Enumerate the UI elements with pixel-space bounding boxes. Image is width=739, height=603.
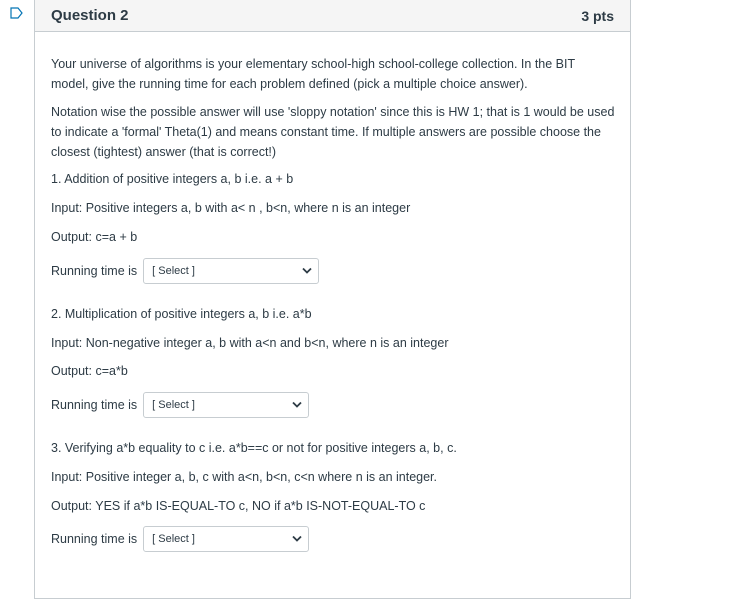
intro-paragraph-1: Your universe of algorithms is your elementary school-high school-college collection. In the BIT model, give the running time for each problem defined (pick a multiple choice answer). xyxy=(51,57,575,91)
chevron-down-icon xyxy=(292,401,302,409)
problem-2-answer-select[interactable] xyxy=(143,392,309,418)
problem-3-running-row xyxy=(51,526,309,552)
problem-3-select-value: [ Select ] xyxy=(152,533,195,545)
problem-1-input: Input: Positive integers a, b with a< n , b<n, where n is an integer xyxy=(51,201,411,215)
problem-2-select-value: [ Select ] xyxy=(152,399,195,411)
problem-1-running-label: Running time is xyxy=(51,264,138,278)
problem-2-running-row xyxy=(51,392,309,418)
problem-1-heading: 1. Addition of positive integers a, b i.e. a + b xyxy=(51,172,294,186)
problem-3-running-label: Running time is xyxy=(51,532,138,546)
problem-1-running-row xyxy=(51,258,319,284)
question-card xyxy=(34,0,631,599)
problem-1-select-value: [ Select ] xyxy=(152,265,195,277)
problem-1-output: Output: c=a + b xyxy=(51,230,138,244)
flag-question-icon[interactable] xyxy=(10,7,23,19)
problem-3-heading: 3. Verifying a*b equality to c i.e. a*b==c or not for positive integers a, b, c. xyxy=(51,441,457,455)
question-points: 3 pts xyxy=(581,7,614,24)
problem-2-heading: 2. Multiplication of positive integers a, b i.e. a*b xyxy=(51,307,312,321)
problem-3-answer-select[interactable] xyxy=(143,526,309,552)
problem-3-output: Output: YES if a*b IS-EQUAL-TO c, NO if a*b IS-NOT-EQUAL-TO c xyxy=(51,499,426,513)
problem-1-answer-select[interactable] xyxy=(143,258,319,284)
question-header xyxy=(35,0,630,32)
question-title: Question 2 xyxy=(51,7,129,24)
chevron-down-icon xyxy=(292,535,302,543)
problem-2-output: Output: c=a*b xyxy=(51,364,128,378)
intro-paragraph-2: Notation wise the possible answer will use 'sloppy notation' since this is HW 1; that is 1 would be used to indicate a 'formal' Theta(1) and means constant time. If multiple answers are possible choose the closest (tightest) answer (that is correct!) xyxy=(51,105,615,159)
problem-2-input: Input: Non-negative integer a, b with a<n and b<n, where n is an integer xyxy=(51,336,449,350)
problem-3-input: Input: Positive integer a, b, c with a<n, b<n, c<n where n is an integer. xyxy=(51,470,437,484)
chevron-down-icon xyxy=(302,267,312,275)
problem-2-running-label: Running time is xyxy=(51,398,138,412)
